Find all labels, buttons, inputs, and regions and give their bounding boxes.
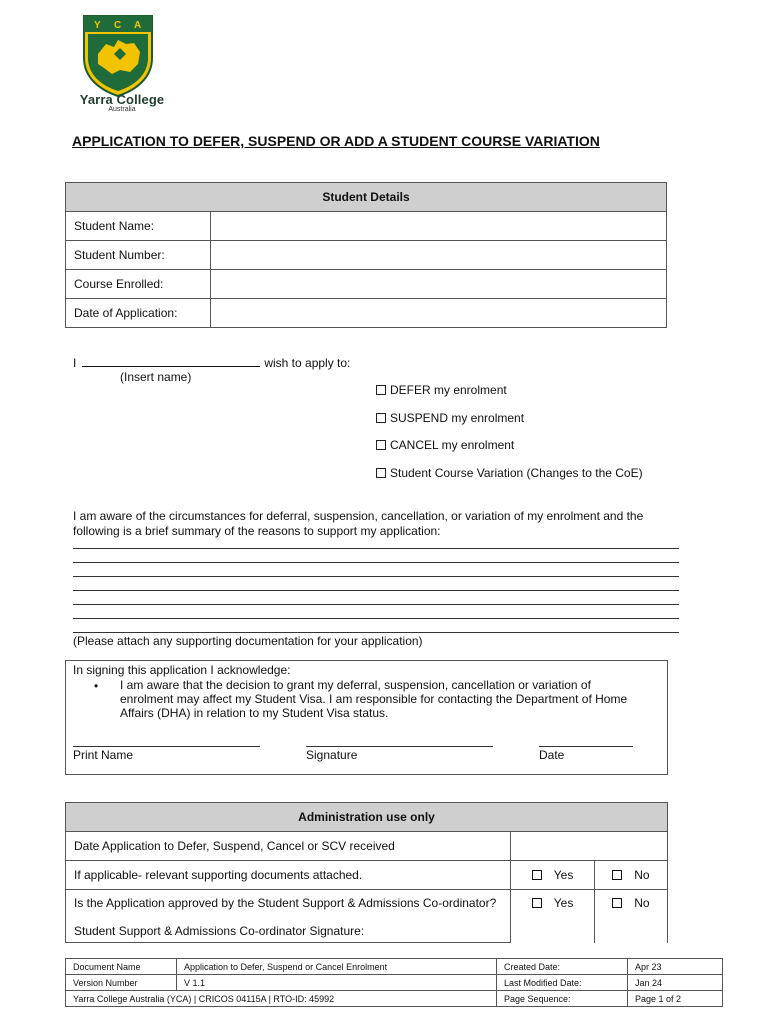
signature-label: Signature (306, 748, 358, 762)
table-row (66, 299, 667, 328)
option-course-variation-label: Student Course Variation (Changes to the CoE) (390, 466, 643, 480)
option-cancel-label: CANCEL my enrolment (390, 438, 515, 452)
created-date: Apr 23 (628, 959, 723, 975)
table-row (66, 890, 668, 943)
page-sequence-label: Page Sequence: (497, 991, 628, 1007)
documents-no[interactable] (594, 861, 667, 890)
student-name-field[interactable] (211, 212, 667, 241)
documents-attached-label: If applicable- relevant supporting documents attached. (66, 861, 511, 890)
checkbox-course-variation[interactable] (376, 468, 386, 478)
table-row (66, 212, 667, 241)
table-row (66, 270, 667, 299)
no-label: No (634, 896, 650, 910)
college-name: Yarra College (79, 92, 165, 107)
table-row (66, 959, 723, 975)
reasons-statement: I am aware of the circumstances for deferral, suspension, cancellation, or variation of my enrolment and the following is a brief summary of the reasons to support my application: (73, 509, 644, 538)
date-of-application-field[interactable] (211, 299, 667, 328)
date-line[interactable] (539, 746, 633, 747)
college-country: Australia (108, 106, 136, 113)
apply-statement (73, 355, 350, 370)
bullet: • (94, 679, 99, 693)
option-course-variation[interactable] (376, 466, 643, 480)
no-label: No (634, 867, 650, 882)
approval-question: Is the Application approved by the Student Support & Admissions Co-ordinator? (74, 896, 497, 910)
attach-note: (Please attach any supporting documentation for your application) (73, 634, 423, 648)
apply-suffix: wish to apply to: (264, 356, 351, 370)
table-row (66, 975, 723, 991)
signature-line[interactable] (306, 746, 493, 747)
option-suspend-label: SUSPEND my enrolment (390, 411, 525, 425)
date-label: Date (539, 748, 565, 762)
reason-line[interactable] (73, 562, 679, 563)
reason-line[interactable] (73, 590, 679, 591)
received-date-field[interactable] (511, 832, 668, 861)
option-cancel[interactable] (376, 438, 514, 452)
version-label: Version Number (66, 975, 177, 991)
table-row (66, 832, 668, 861)
applicant-name-blank[interactable] (82, 355, 260, 367)
approved-no[interactable] (594, 890, 667, 943)
student-details-header: Student Details (66, 183, 667, 212)
approved-yes[interactable] (511, 890, 594, 943)
reason-line[interactable] (73, 576, 679, 577)
option-defer[interactable] (376, 383, 507, 397)
college-crest-logo (80, 14, 156, 98)
checkbox-defer[interactable] (376, 385, 386, 395)
table-row (66, 991, 723, 1007)
document-footer-table (65, 958, 723, 1007)
form-title: APPLICATION TO DEFER, SUSPEND OR ADD A STUDENT COURSE VARIATION (72, 133, 600, 149)
student-name-label: Student Name: (66, 212, 211, 241)
table-row (66, 241, 667, 270)
yes-label: Yes (553, 867, 574, 882)
svg-text:A: A (134, 20, 142, 31)
yes-label: Yes (553, 896, 574, 910)
checkbox-docs-yes[interactable] (532, 870, 542, 880)
option-defer-label: DEFER my enrolment (390, 383, 507, 397)
course-enrolled-field[interactable] (211, 270, 667, 299)
print-name-line[interactable] (73, 746, 260, 747)
checkbox-suspend[interactable] (376, 413, 386, 423)
table-row (66, 861, 668, 890)
course-enrolled-label: Course Enrolled: (66, 270, 211, 299)
reason-line[interactable] (73, 548, 679, 549)
checkbox-cancel[interactable] (376, 440, 386, 450)
acknowledgement-heading: In signing this application I acknowledge: (73, 663, 291, 677)
checkbox-approved-no[interactable] (612, 898, 622, 908)
administration-table (65, 802, 668, 943)
print-name-label: Print Name (73, 748, 134, 762)
student-number-field[interactable] (211, 241, 667, 270)
modified-label: Last Modified Date: (497, 975, 628, 991)
coordinator-signature-label: Student Support & Admissions Co-ordinator Signature: (74, 924, 365, 938)
reason-line[interactable] (73, 604, 679, 605)
checkbox-docs-no[interactable] (612, 870, 622, 880)
documents-yes[interactable] (511, 861, 594, 890)
modified-date: Jan 24 (628, 975, 723, 991)
doc-name-label: Document Name (66, 959, 177, 975)
approval-block (66, 890, 511, 943)
option-suspend[interactable] (376, 411, 524, 425)
doc-name: Application to Defer, Suspend or Cancel Enrolment (177, 959, 497, 975)
brand (72, 92, 172, 113)
org-line: Yarra College Australia (YCA) | CRICOS 04115A | RTO-ID: 45992 (66, 991, 497, 1007)
version-number: V 1.1 (177, 975, 497, 991)
date-of-application-label: Date of Application: (66, 299, 211, 328)
admin-header: Administration use only (66, 803, 668, 832)
acknowledgement-text: I am aware that the decision to grant my deferral, suspension, cancellation or variation of enrolment may affect my Student Visa. I am responsible for contacting the Department of Home Affairs (DHA) in relation to my Student Visa status. (120, 678, 628, 720)
reason-line[interactable] (73, 618, 679, 619)
created-label: Created Date: (497, 959, 628, 975)
apply-prefix: I (73, 356, 77, 370)
page-sequence: Page 1 of 2 (628, 991, 723, 1007)
svg-text:C: C (114, 20, 122, 31)
student-details-table (65, 182, 667, 328)
insert-name-hint: (Insert name) (120, 370, 192, 384)
svg-text:Y: Y (94, 20, 101, 31)
received-label: Date Application to Defer, Suspend, Cancel or SCV received (66, 832, 511, 861)
reason-line[interactable] (73, 632, 679, 633)
student-number-label: Student Number: (66, 241, 211, 270)
checkbox-approved-yes[interactable] (532, 898, 542, 908)
